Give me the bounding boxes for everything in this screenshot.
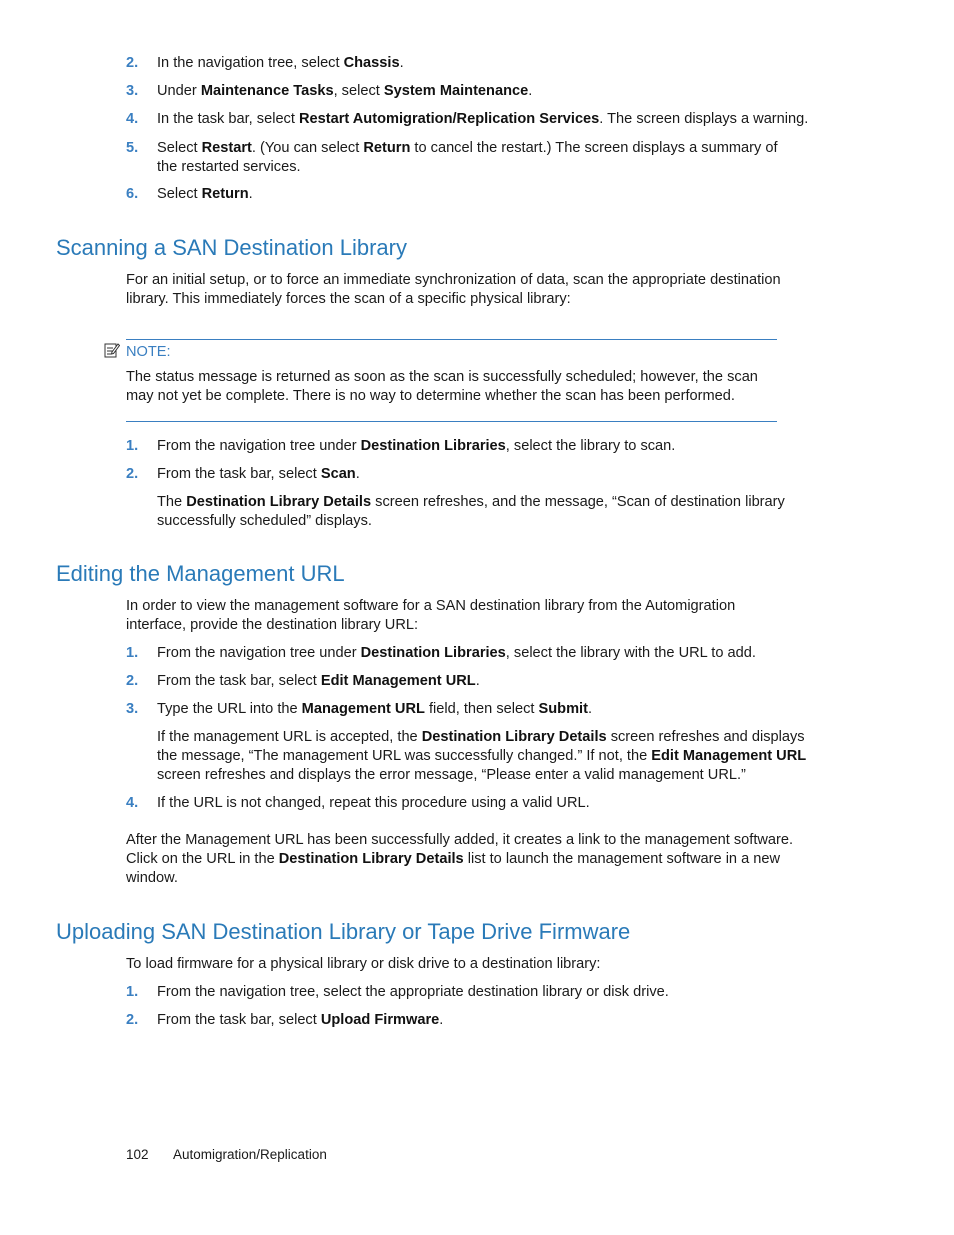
step-text: In the navigation tree, select Chassis. [157,55,404,71]
footer-section: Automigration/Replication [173,1147,327,1162]
step-text: Under Maintenance Tasks, select System Maintenance. [157,83,533,99]
section-heading: Scanning a SAN Destination Library [56,235,407,260]
step-text: Select Restart. (You can select Return to cancel the restart.) The screen displays a summary of the restarted services. [157,140,778,175]
step-text: Type the URL into the Management URL field, then select Submit. [157,701,593,717]
step-number: 1. [126,984,139,1000]
step-result: The Destination Library Details screen refreshes, and the message, “Scan of destination library successfully scheduled” displays. [157,494,785,529]
step-text: From the navigation tree under Destination Libraries, select the library to scan. [157,438,676,454]
paragraph: After the Management URL has been successfully added, it creates a link to the management software. Click on the URL in the Destination Library Details list to launch the management software in a new window. [126,832,794,886]
note-top-rule [126,339,777,340]
step-number: 5. [126,140,139,156]
step-text: Select Return. [157,186,253,202]
step-number: 4. [126,795,139,811]
note-label: NOTE: [126,344,171,360]
paragraph: For an initial setup, or to force an immediate synchronization of data, scan the appropriate destination library. This immediately forces the scan of a specific physical library: [126,272,781,307]
step-text: From the navigation tree under Destination Libraries, select the library with the URL to add. [157,645,756,661]
step-number: 4. [126,111,139,127]
step-number: 2. [126,1012,139,1028]
step-number: 1. [126,438,139,454]
step-text: In the task bar, select Restart Automigration/Replication Services. The screen displays a warning. [157,111,809,127]
paragraph: To load firmware for a physical library or disk drive to a destination library: [126,956,601,972]
step-text: From the navigation tree, select the appropriate destination library or disk drive. [157,984,669,1000]
step-number: 1. [126,645,139,661]
paragraph: In order to view the management software for a SAN destination library from the Automigration interface, provide the destination library URL: [126,598,736,633]
note-bottom-rule [126,421,777,422]
step-text: From the task bar, select Scan. [157,466,360,482]
step-number: 2. [126,55,139,71]
step-number: 2. [126,466,139,482]
step-result: If the management URL is accepted, the Destination Library Details screen refreshes and displays the message, “The management URL was successfully changed.” If not, the Edit Management URL screen refreshes and displays the error message, “Please enter a valid management URL.” [157,729,807,783]
step-text: If the URL is not changed, repeat this procedure using a valid URL. [157,795,590,811]
page-number: 102 [126,1147,149,1162]
step-text: From the task bar, select Upload Firmware. [157,1012,444,1028]
section-heading: Editing the Management URL [56,561,345,586]
note-icon [104,342,120,358]
step-text: From the task bar, select Edit Management URL. [157,673,480,689]
step-number: 3. [126,83,139,99]
step-number: 2. [126,673,139,689]
section-heading: Uploading SAN Destination Library or Tape Drive Firmware [56,919,631,944]
step-number: 3. [126,701,139,717]
step-number: 6. [126,186,139,202]
note-text: The status message is returned as soon as the scan is successfully scheduled; however, the scan may not yet be complete. There is no way to determine whether the scan has been performed. [126,369,758,404]
